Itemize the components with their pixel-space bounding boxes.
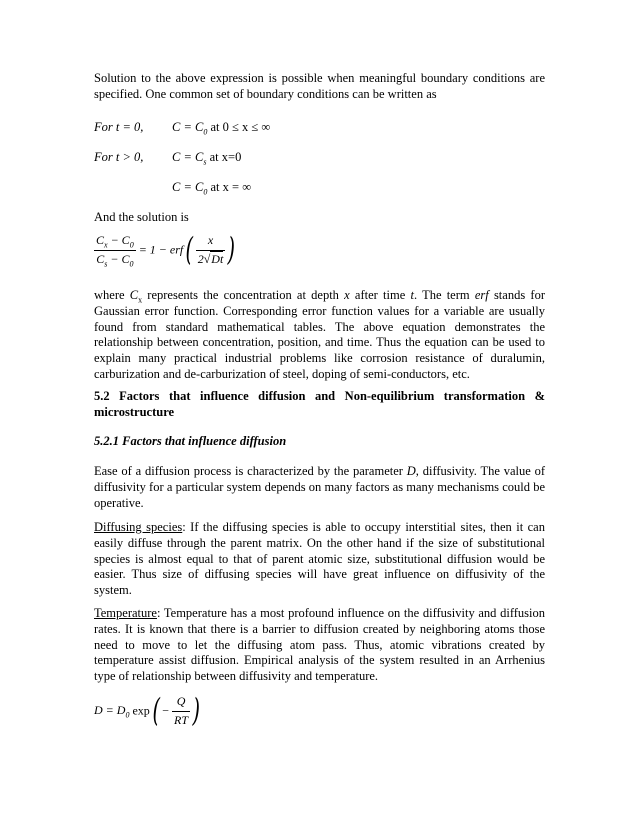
bc-rest: at x=0 [206,150,242,164]
erf-equation: $\frac{C_x - C_0}{C_s - C_0}$ = 1 − erf( $\frac{x}{2√Dt}$ ) [96,230,236,269]
bc-condition: For t > 0, [94,150,144,164]
bc-rest: at 0 ≤ x ≤ ∞ [207,120,271,134]
arrhenius-fraction: $\frac{Q}{RT}$ [174,694,189,727]
bc-equation: $C = C_0$ [172,180,208,197]
erf-argument-fraction: $\frac{x}{2√Dt}$ [197,233,224,266]
boundary-condition-2 [94,150,241,166]
bc-equation: $C = C_s$ [172,150,207,167]
section-heading: 5.2 Factors that influence diffusion and Non-equilibrium transformation & microstructure [94,389,545,419]
bc-equation: $C = C_0$ [172,120,208,137]
intro-paragraph: Solution to the above expression is possible when meaningful boundary conditions are specified. One common set of boundary conditions can be written as [94,71,545,101]
arrhenius-equation: $D = D_0$ exp( − $\frac{Q}{RT}$ ) [94,691,201,730]
erf-paragraph-text: where $C_x$ represents the concentration at depth x after time t. The term erf stands for Gaussian error function. Corresponding error function values for a variable are usually found from standard mathematical tables. The above equation demonstrates the relationship between concentration, position, and time. Thus the equation can be used to explain many practical industrial problems like corrosion resistance of duralumin, carburization and de-carburization of steel, doping of semi-conductors, etc. [94,288,545,381]
bc-rest: at x = ∞ [207,180,252,194]
temperature-term: Temperature [94,606,157,620]
erf-middle: = 1 − erf [138,242,184,257]
boundary-condition-3 [94,180,251,196]
subsection-heading: 5.2.1 Factors that influence diffusion [94,434,287,448]
bc-condition: For t = 0, [94,120,144,134]
erf-lhs-fraction: $\frac{C_x - C_0}{C_s - C_0}$ [96,233,134,269]
ease-paragraph-text: Ease of a diffusion process is characterized by the parameter D, diffusivity. The value of diffusivity for a particular system depends on many factors as many mechanisms could be operative. [94,464,546,510]
temperature-paragraph: Temperature: Temperature has a most profound influence on the diffusivity and diffusion rates. It is known that there is a barrier to diffusion created by neighboring atoms those need to move to let the diffusing atom pass. Thus, atomic vibrations created by temperature assist diffusion. Empirical analysis of the system resulted in an Arrhenius type of relationship between diffusivity and temperature. [94,606,545,684]
ease-paragraph [94,464,545,511]
species-paragraph: Diffusing species: If the diffusing species is able to occupy interstitial sites, then it can easily diffuse through the parent matrix. On the other hand if the size of substitutional species is almost equal to that of parent atomic size, substitutional diffusion would be easier. Thus size of diffusing species will have great influence on diffusivity of the system. [94,520,545,598]
erf-paragraph [94,288,545,383]
boundary-condition-1 [94,120,270,136]
solution-intro: And the solution is [94,210,189,224]
species-term: Diffusing species [94,520,183,534]
